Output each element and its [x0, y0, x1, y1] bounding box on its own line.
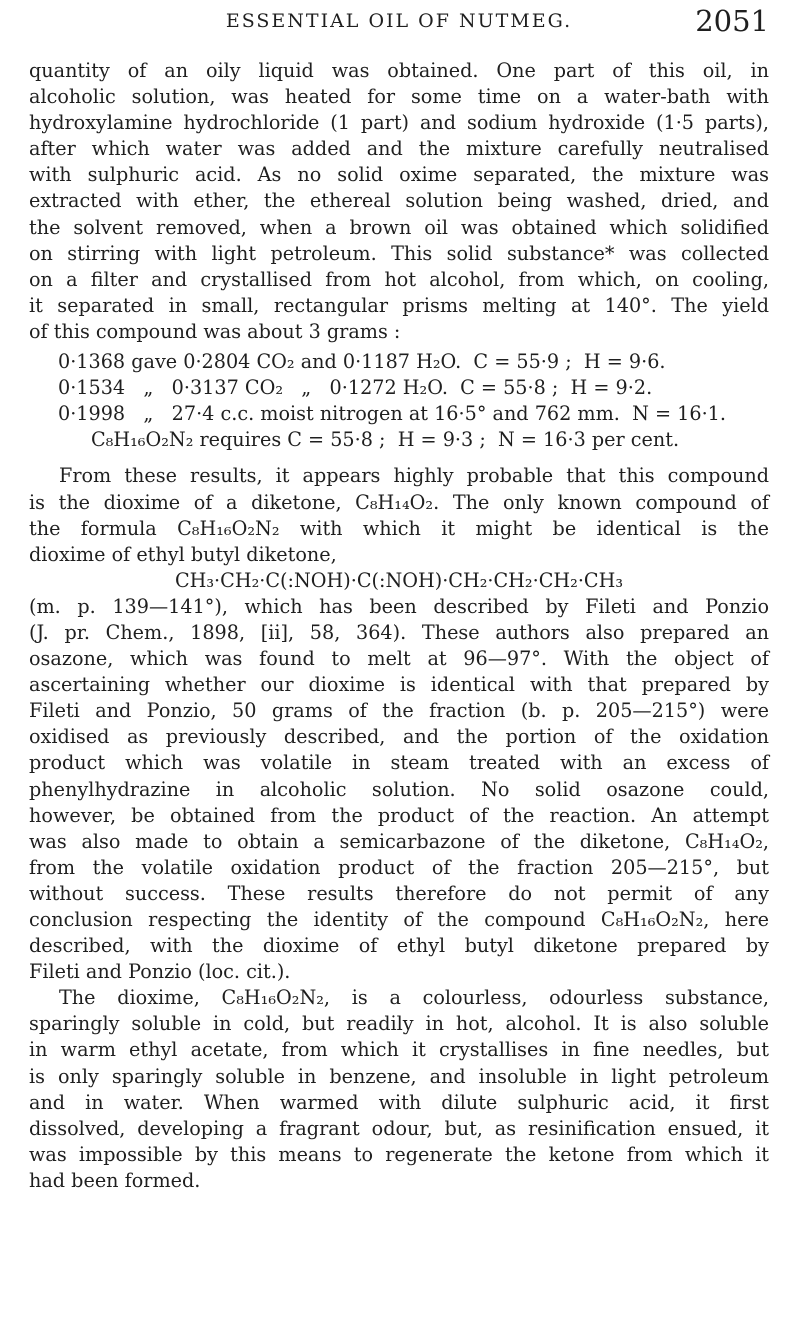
text-line: extracted with ether, the ethereal solution being washed, dried, and	[29, 189, 769, 213]
text-line: conclusion respecting the identity of the compound C₈H₁₆O₂N₂, here	[29, 908, 769, 931]
text-line: of this compound was about 3 grams :	[29, 319, 401, 343]
text-line: the formula C₈H₁₆O₂N₂ with which it might be identical is the	[29, 516, 769, 540]
text-line: sparingly soluble in cold, but readily in hot, alcohol. It is also soluble	[29, 1012, 769, 1036]
analysis-row: 0·1998 „ 27·4 c.c. moist nitrogen at 16·5° and 762 mm. N = 16·1.	[58, 402, 726, 426]
text-line: The dioxime, C₈H₁₆O₂N₂, is a colourless, odourless substance,	[59, 986, 769, 1010]
text-line: osazone, which was found to melt at 96—97°. With the object of	[29, 647, 769, 671]
text-line: is only sparingly soluble in benzene, and insoluble in light petroleum	[29, 1064, 769, 1088]
analysis-row: 0·1368 gave 0·2804 CO₂ and 0·1187 H₂O. C = 55·9 ; H = 9·6.	[58, 350, 666, 374]
text-line: with sulphuric acid. As no solid oxime separated, the mixture was	[29, 163, 769, 187]
paragraph-1	[29, 58, 769, 345]
text-line: after which water was added and the mixture carefully neutralised	[29, 137, 769, 161]
paragraph-2	[29, 463, 769, 985]
text-line: From these results, it appears highly probable that this compound	[59, 464, 769, 488]
text-line: hydroxylamine hydrochloride (1 part) and sodium hydroxide (1·5 parts),	[29, 111, 769, 135]
text-line: was also made to obtain a semicarbazone of the diketone, C₈H₁₄O₂,	[29, 829, 769, 853]
text-line: product which was volatile in steam treated with an excess of	[29, 751, 769, 775]
requires-row: C₈H₁₆O₂N₂ requires C = 55·8 ; H = 9·3 ; N = 16·3 per cent.	[91, 428, 680, 452]
text-line: ascertaining whether our dioxime is identical with that prepared by	[29, 673, 769, 697]
text-line: from the volatile oxidation product of the fraction 205—215°, but	[29, 855, 769, 879]
text-line: (m. p. 139—141°), which has been described by Fileti and Ponzio	[29, 594, 769, 618]
text-line: it separated in small, rectangular prisms melting at 140°. The yield	[29, 293, 769, 317]
text-line: without success. These results therefore do not permit of any	[29, 881, 769, 905]
page	[29, 0, 769, 1194]
text-line: in warm ethyl acetate, from which it crystallises in fine needles, but	[29, 1038, 769, 1062]
structural-formula: CH₃·CH₂·C(:NOH)·C(:NOH)·CH₂·CH₂·CH₂·CH₃	[174, 568, 624, 592]
text-line: and in water. When warmed with dilute sulphuric acid, it first	[29, 1090, 769, 1114]
paragraph-4	[29, 985, 769, 1194]
analysis-row: 0·1534 „ 0·3137 CO₂ „ 0·1272 H₂O. C = 55·8 ; H = 9·2.	[58, 376, 653, 400]
text-line: (J. pr. Chem., 1898, [ii], 58, 364). These authors also prepared an	[29, 620, 769, 644]
text-line: the solvent removed, when a brown oil was obtained which solidified	[29, 215, 769, 239]
text-line: had been formed.	[29, 1168, 201, 1192]
running-title: ESSENTIAL OIL OF NUTMEG.	[225, 10, 573, 32]
text-line: phenylhydrazine in alcoholic solution. No solid osazone could,	[29, 777, 769, 801]
text-line: described, with the dioxime of ethyl butyl diketone prepared by	[29, 934, 769, 958]
text-line: Fileti and Ponzio, 50 grams of the fraction (b. p. 205—215°) were	[29, 699, 769, 723]
text-line: oxidised as previously described, and the portion of the oxidation	[29, 725, 769, 749]
text-line: Fileti and Ponzio (loc. cit.).	[29, 960, 291, 984]
text-line: dissolved, developing a fragrant odour, but, as resinification ensued, it	[29, 1116, 769, 1140]
analysis-results	[29, 349, 769, 453]
text-line: alcoholic solution, was heated for some time on a water-bath with	[29, 85, 769, 109]
text-line: however, be obtained from the product of the reaction. An attempt	[29, 803, 769, 827]
text-line: is the dioxime of a diketone, C₈H₁₄O₂. The only known compound of	[29, 490, 769, 514]
text-line: was impossible by this means to regenerate the ketone from which it	[29, 1142, 769, 1166]
running-header	[29, 0, 769, 58]
text-line: on stirring with light petroleum. This solid substance* was collected	[29, 241, 769, 265]
text-line: dioxime of ethyl butyl diketone,	[29, 542, 337, 566]
text-line: quantity of an oily liquid was obtained. One part of this oil, in	[29, 59, 769, 82]
page-number: 2051	[695, 4, 769, 38]
text-line: on a filter and crystallised from hot alcohol, from which, on cooling,	[29, 267, 769, 291]
